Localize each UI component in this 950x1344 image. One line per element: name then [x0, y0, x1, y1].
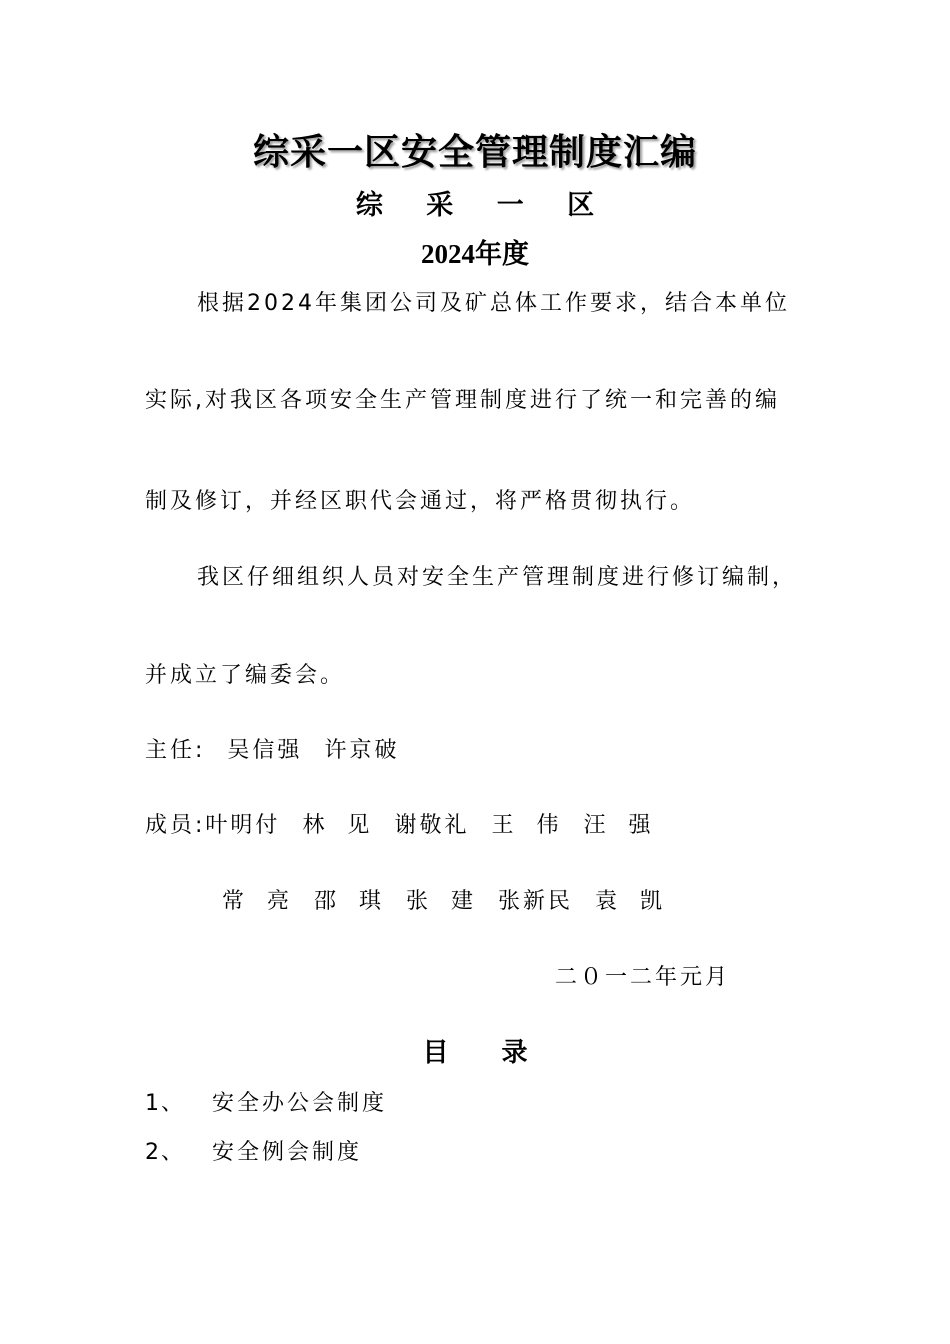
- director-label: 主任:: [145, 738, 206, 763]
- member-name: 叶明付: [205, 813, 281, 838]
- paragraph-2-line-1: 我区仔细组织人员对安全生产管理制度进行修订编制，: [197, 565, 798, 590]
- committee-directors: [145, 733, 399, 764]
- member-name: 张 建: [406, 889, 476, 914]
- document-year: 2024年度: [421, 239, 529, 269]
- member-name: 袁 凯: [595, 889, 666, 914]
- toc-item[interactable]: [145, 1135, 362, 1166]
- toc-item-label: 安全例会制度: [212, 1140, 363, 1165]
- director-name: 许京破: [324, 738, 400, 763]
- toc-item[interactable]: [145, 1086, 387, 1117]
- toc-item-label: 安全办公会制度: [212, 1091, 388, 1116]
- document-date: 二０一二年元月: [555, 965, 731, 990]
- member-name: 林 见: [302, 813, 373, 838]
- toc-item-number: 1、: [145, 1091, 185, 1116]
- toc-heading: 目 录: [422, 1038, 550, 1068]
- member-name: 王 伟: [491, 813, 562, 838]
- committee-members-row-1: [145, 808, 653, 839]
- paragraph-1-line-2: 实际,对我区各项安全生产管理制度进行了统一和完善的编: [145, 388, 780, 413]
- committee-members-row-2: [222, 884, 665, 915]
- paragraph-1-line-1: 根据2024年集团公司及矿总体工作要求，结合本单位: [197, 291, 790, 316]
- toc-item-number: 2、: [145, 1140, 185, 1165]
- unit-name: 综 采 一 区: [355, 190, 612, 221]
- director-name: 吴信强: [227, 738, 303, 763]
- document-title: 综采一区安全管理制度汇编: [252, 131, 697, 173]
- member-name: 汪 强: [583, 813, 654, 838]
- member-name: 常 亮: [222, 889, 292, 914]
- member-name: 邵 琪: [314, 889, 384, 914]
- paragraph-1-line-3: 制及修订，并经区职代会通过，将严格贯彻执行。: [145, 489, 696, 514]
- members-label: 成员:: [145, 813, 206, 838]
- member-name: 谢敬礼: [394, 813, 470, 838]
- paragraph-2-line-2: 并成立了编委会。: [145, 663, 346, 688]
- member-name: 张新民: [498, 889, 574, 914]
